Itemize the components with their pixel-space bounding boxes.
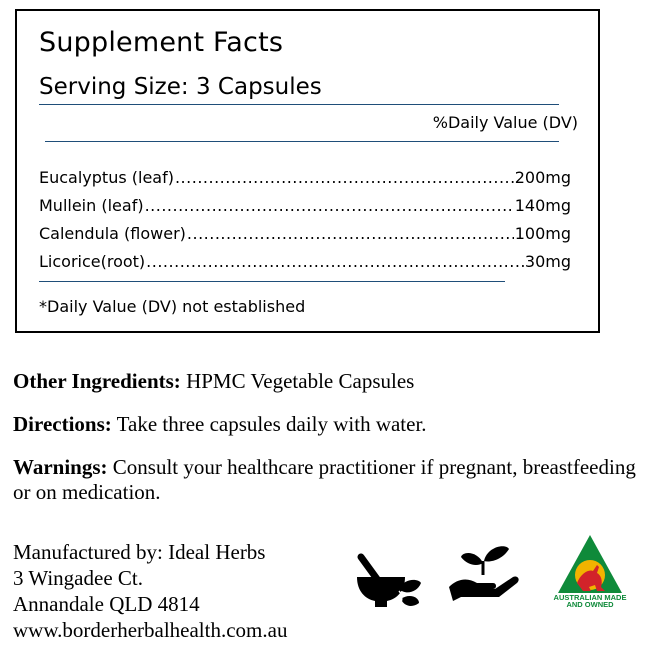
directions-text: Take three capsules daily with water. bbox=[111, 412, 427, 436]
ingredient-name: Calendula (flower) bbox=[39, 224, 186, 243]
daily-value-note: *Daily Value (DV) not established bbox=[39, 297, 306, 316]
ingredient-row bbox=[39, 252, 571, 274]
directions bbox=[13, 412, 638, 437]
and-owned-text: AND OWNED bbox=[566, 600, 614, 609]
ingredient-amount: 140mg bbox=[514, 196, 571, 215]
leader-dots bbox=[145, 196, 514, 215]
warnings bbox=[13, 455, 638, 505]
ingredient-name: Licorice(root) bbox=[39, 252, 146, 271]
rule-under-dv-header bbox=[45, 141, 559, 142]
supplement-facts-title: Supplement Facts bbox=[39, 27, 284, 58]
ingredient-name: Mullein (leaf) bbox=[39, 196, 144, 215]
ingredient-row bbox=[39, 224, 571, 246]
daily-value-header: %Daily Value (DV) bbox=[432, 113, 578, 132]
other-ingredients bbox=[13, 369, 638, 394]
warnings-text: Consult your healthcare practitioner if pregnant, breastfeeding or on medication. bbox=[13, 455, 636, 504]
other-ingredients-label: Other Ingredients: bbox=[13, 369, 181, 393]
mortar-pestle-icon bbox=[355, 553, 423, 611]
directions-label: Directions: bbox=[13, 412, 112, 436]
address-city: Annandale QLD 4814 bbox=[13, 592, 200, 616]
australian-made-text: AUSTRALIAN MADE bbox=[553, 593, 627, 602]
website-link[interactable]: www.borderherbalhealth.com.au bbox=[13, 618, 288, 642]
serving-size: Serving Size: 3 Capsules bbox=[39, 74, 322, 100]
rule-under-serving bbox=[39, 104, 559, 105]
leader-dots bbox=[187, 224, 514, 243]
warnings-label: Warnings: bbox=[13, 455, 108, 479]
ingredient-amount: 100mg bbox=[514, 224, 571, 243]
ingredient-amount: 30mg bbox=[524, 252, 571, 271]
address-street: 3 Wingadee Ct. bbox=[13, 566, 143, 590]
australian-made-logo bbox=[551, 535, 629, 609]
rule-under-ingredients bbox=[39, 281, 505, 282]
supplement-facts-panel bbox=[15, 9, 600, 333]
hand-plant-icon bbox=[447, 543, 523, 603]
ingredient-amount: 200mg bbox=[514, 168, 571, 187]
leader-dots bbox=[175, 168, 514, 187]
ingredient-row bbox=[39, 196, 571, 218]
manufacturer-line: Manufactured by: Ideal Herbs bbox=[13, 540, 266, 564]
ingredient-row bbox=[39, 168, 571, 190]
ingredient-name: Eucalyptus (leaf) bbox=[39, 168, 174, 187]
other-ingredients-text: HPMC Vegetable Capsules bbox=[180, 369, 415, 393]
leader-dots bbox=[146, 252, 524, 271]
